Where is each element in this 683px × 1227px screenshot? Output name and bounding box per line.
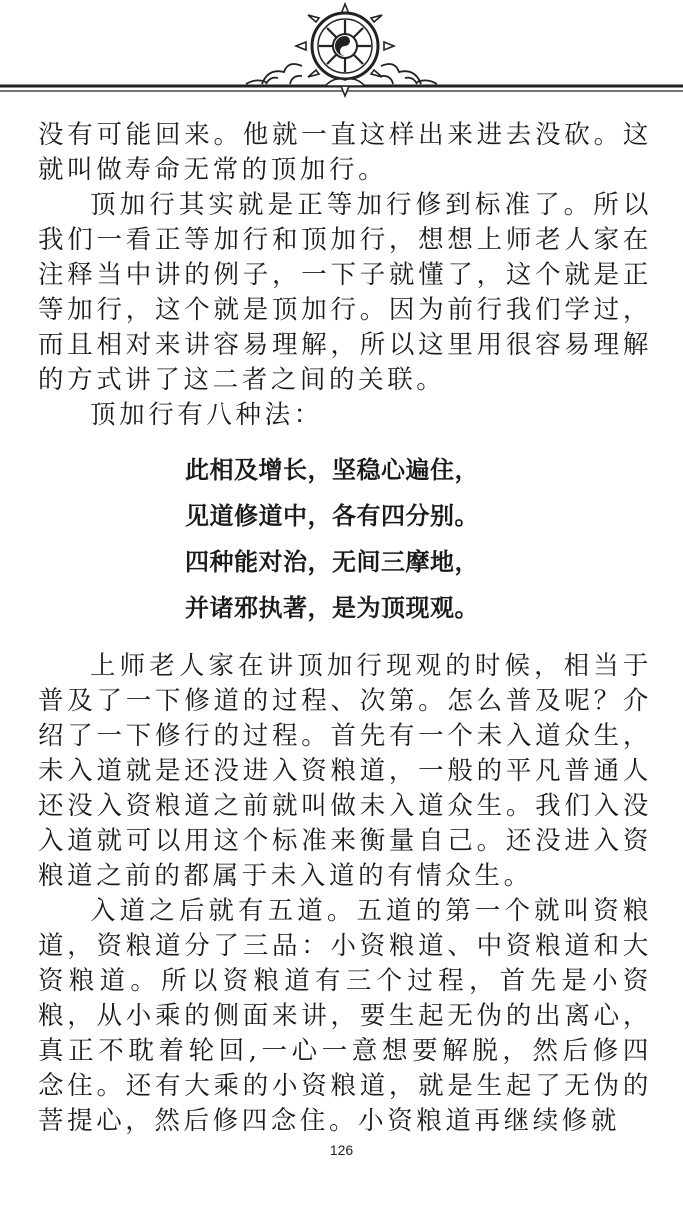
page-number: 126	[329, 1142, 354, 1158]
verse-line: 此相及增长，坚稳心遍住，	[185, 456, 479, 484]
verse-line: 并诸邪执著，是为顶现观。	[185, 594, 479, 622]
page-header-ornament	[0, 0, 683, 110]
paragraph: 上师老人家在讲顶加行现观的时候，相当于普及了一下修道的过程、次第。怎么普及呢？介绍了一下修行的过程。首先有一个未入道众生，未入道就是还没进入资粮道，一般的平凡普通人还没入资粮道之前就叫做未入道众生。我们入没入道就可以用这个标准来衡量自己。还没进入资粮道之前的都属于未入道的有情众生。	[38, 651, 652, 891]
paragraph: 顶加行有八种法：	[90, 400, 323, 430]
paragraph: 顶加行其实就是正等加行修到标准了。所以我们一看正等加行和顶加行，想想上师老人家在注释当中讲的例子，一下子就懂了，这个就是正等加行，这个就是顶加行。因为前行我们学过，而且相对来讲容易理解，所以这里用很容易理解的方式讲了这二者之间的关联。	[38, 190, 652, 395]
verse-line: 见道修道中，各有四分别。	[185, 502, 479, 530]
verse-line: 四种能对治，无间三摩地，	[185, 548, 479, 576]
paragraph: 没有可能回来。他就一直这样出来进去没砍。这就叫做寿命无常的顶加行。	[38, 120, 652, 185]
page-body	[38, 118, 652, 1139]
dharma-wheel-icon	[0, 0, 683, 110]
verse-block	[38, 447, 652, 631]
paragraph: 入道之后就有五道。五道的第一个就叫资粮道，资粮道分了三品：小资粮道、中资粮道和大资粮道。所以资粮道有三个过程，首先是小资粮，从小乘的侧面来讲，要生起无伪的出离心，真正不耽着轮回,一心一意想要解脱，然后修四念住。还有大乘的小资粮道，就是生起了无伪的菩提心，然后修四念住。小资粮道再继续修就	[38, 896, 652, 1136]
